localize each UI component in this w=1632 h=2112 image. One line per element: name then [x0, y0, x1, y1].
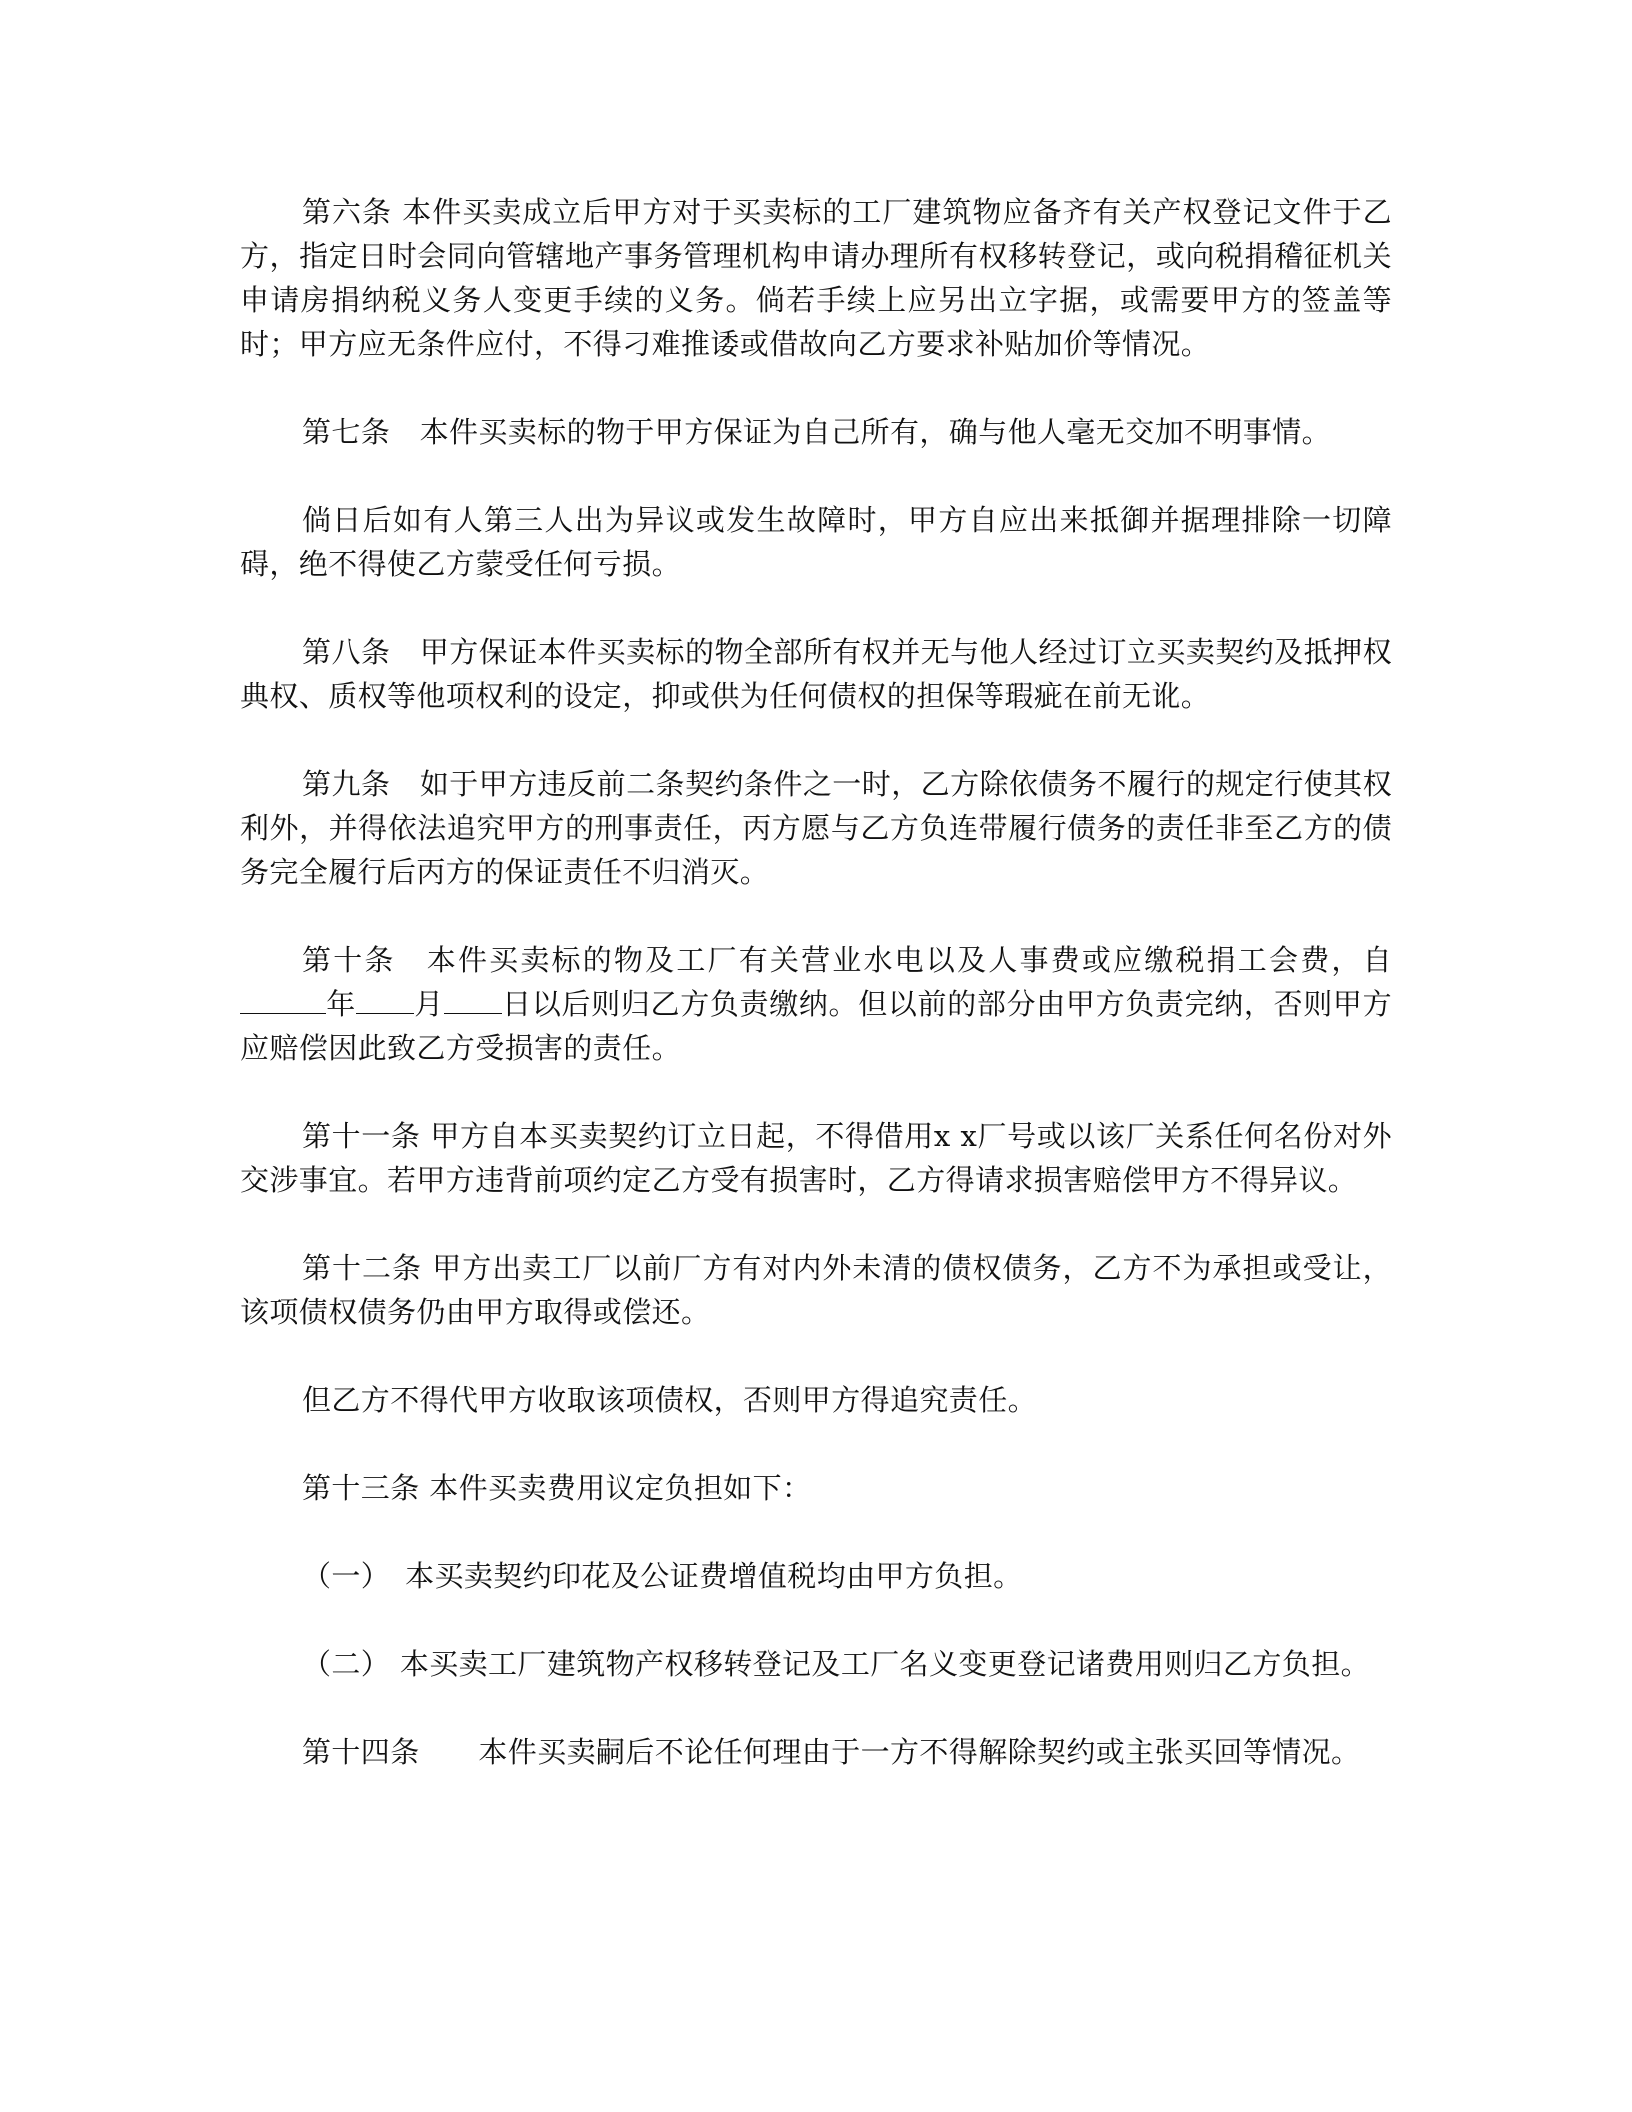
article-7: 第七条 本件买卖标的物于甲方保证为自己所有，确与他人毫无交加不明事情。	[302, 415, 1332, 449]
article-12-continued: 但乙方不得代甲方收取该项债权，否则甲方得追究责任。	[302, 1383, 1038, 1417]
article-12: 第十二条 甲方出卖工厂以前厂方有对内外未清的债权债务，乙方不为承担或受让，该项债权债务仍由甲方取得或偿还。	[240, 1251, 1392, 1329]
article-13-item-1: （一） 本买卖契约印花及公证费增值税均由甲方负担。	[302, 1559, 1023, 1593]
article-10-part-1: 第十条 本件买卖标的物及工厂有关营业水电以及人事费或应缴税捐工会费，	[302, 943, 1363, 977]
article-10	[240, 938, 1392, 1070]
day-blank	[444, 983, 502, 1014]
article-10-nian: 年	[326, 987, 356, 1021]
article-11: 第十一条 甲方自本买卖契约订立日起，不得借用x x厂号或以该厂关系任何名份对外交涉事宜。若甲方违背前项约定乙方受有损害时，乙方得请求损害赔偿甲方不得异议。	[240, 1119, 1392, 1197]
article-8: 第八条 甲方保证本件买卖标的物全部所有权并无与他人经过订立买卖契约及抵押权典权、质权等他项权利的设定，抑或供为任何债权的担保等瑕疵在前无讹。	[240, 635, 1392, 713]
article-9: 第九条 如于甲方违反前二条契约条件之一时，乙方除依债务不履行的规定行使其权利外，并得依法追究甲方的刑事责任，丙方愿与乙方负连带履行债务的责任非至乙方的债务完全履行后丙方的保证责任不归消灭。	[240, 767, 1392, 889]
article-6: 第六条 本件买卖成立后甲方对于买卖标的工厂建筑物应备齐有关产权登记文件于乙方，指定日时会同向管辖地产事务管理机构申请办理所有权移转登记，或向税捐稽征机关申请房捐纳税义务人变更手续的义务。倘若手续上应另出立字据，或需要甲方的签盖等时；甲方应无条件应付，不得刁难推诿或借故向乙方要求补贴加价等情况。	[240, 195, 1392, 361]
article-7-continued: 倘日后如有人第三人出为异议或发生故障时，甲方自应出来抵御并据理排除一切障碍，绝不得使乙方蒙受任何亏损。	[240, 503, 1392, 581]
month-blank	[356, 983, 414, 1014]
document-page	[240, 190, 1392, 1818]
article-10-part-2: 日以后则归乙方负责缴纳。但以前的部分由甲方负责完纳，否则甲方应赔偿因此致乙方受损害的责任。	[240, 987, 1393, 1065]
article-10-zi: 自	[1362, 943, 1392, 977]
article-10-yue: 月	[413, 987, 444, 1021]
article-13: 第十三条 本件买卖费用议定负担如下：	[302, 1471, 812, 1505]
year-blank	[240, 983, 326, 1014]
article-14: 第十四条 本件买卖嗣后不论任何理由于一方不得解除契约或主张买回等情况。	[302, 1735, 1361, 1769]
article-13-item-2: （二） 本买卖工厂建筑物产权移转登记及工厂名义变更登记诸费用则归乙方负担。	[302, 1647, 1371, 1681]
